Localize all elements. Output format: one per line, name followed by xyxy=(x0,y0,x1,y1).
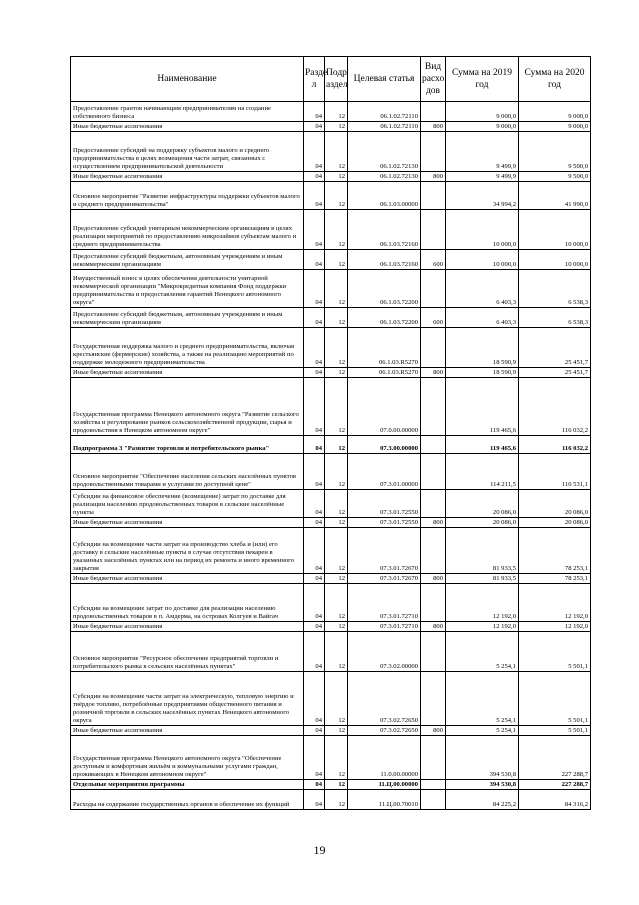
cell-s19: 119 465,6 xyxy=(446,378,519,436)
table-row xyxy=(71,182,591,210)
cell-name: Субсидии на возмещение затрат по доставке для реализации населению продовольственных товаров в п. Амдерма, на островах Колгуев и Вайгач xyxy=(71,584,304,622)
cell-s19: 20 086,0 xyxy=(446,490,519,518)
cell-s20: 84 316,2 xyxy=(519,790,591,810)
cell-sub: 12 xyxy=(325,780,348,790)
cell-art: 06.1.03.R5270 xyxy=(348,368,421,378)
cell-art: 07.3.02.72650 xyxy=(348,726,421,736)
cell-s19: 34 994,2 xyxy=(446,182,519,210)
cell-typ xyxy=(421,210,446,250)
cell-sec: 04 xyxy=(304,172,325,182)
cell-typ xyxy=(421,528,446,574)
cell-s20: 6 538,3 xyxy=(519,270,591,308)
cell-sec: 04 xyxy=(304,182,325,210)
cell-sub: 12 xyxy=(325,270,348,308)
cell-art: 11.Ц.00.00000 xyxy=(348,780,421,790)
cell-name: Предоставление субсидий бюджетным, автономным учреждениям и иным некоммерческим организациям xyxy=(71,308,304,328)
table-row xyxy=(71,454,591,490)
cell-art: 07.3.02.72650 xyxy=(348,672,421,726)
cell-s19: 5 254,1 xyxy=(446,672,519,726)
cell-sec: 04 xyxy=(304,790,325,810)
cell-sub: 12 xyxy=(325,378,348,436)
cell-sub: 12 xyxy=(325,454,348,490)
cell-sub: 12 xyxy=(325,632,348,672)
table-row xyxy=(71,518,591,528)
cell-name: Субсидии на финансовое обеспечение (возмещение) затрат по доставке для реализации населению продовольственных товаров в сельские населённые пункты xyxy=(71,490,304,518)
cell-art: 11.0.00.00000 xyxy=(348,736,421,780)
cell-sec: 04 xyxy=(304,454,325,490)
cell-sub: 12 xyxy=(325,622,348,632)
cell-s20: 110 531,1 xyxy=(519,454,591,490)
cell-s20: 41 990,0 xyxy=(519,182,591,210)
cell-typ xyxy=(421,378,446,436)
cell-name: Имущественный взнос в целях обеспечения деятельности унитарной некоммерческой организации "Микрокредитная компания Фонд поддержки предпринимательства и предоставления гарантий Ненецкого автономного округа" xyxy=(71,270,304,308)
cell-s19: 10 000,0 xyxy=(446,250,519,270)
cell-sub: 12 xyxy=(325,436,348,454)
cell-sub: 12 xyxy=(325,790,348,810)
cell-s20: 9 000,0 xyxy=(519,102,591,122)
cell-typ xyxy=(421,490,446,518)
cell-sub: 12 xyxy=(325,182,348,210)
cell-art: 06.1.03.00000 xyxy=(348,182,421,210)
cell-typ xyxy=(421,328,446,368)
cell-name: Расходы на содержание государственных органов и обеспечение их функций xyxy=(71,790,304,810)
cell-sec: 04 xyxy=(304,518,325,528)
cell-sec: 04 xyxy=(304,328,325,368)
cell-name: Субсидии на возмещение части затрат на электрическую, тепловую энергию и твёрдое топливо, потреблённые предприятиями общественного питания и розничной торговли в сельских населённых пунктах Ненецкого автономного округа xyxy=(71,672,304,726)
cell-sec: 04 xyxy=(304,132,325,172)
table-row xyxy=(71,632,591,672)
cell-name: Государственная программа Ненецкого автономного округа "Обеспечение доступным и комфортным жильём и коммунальными услугами граждан, проживающих в Ненецком автономном округе" xyxy=(71,736,304,780)
cell-s20: 116 032,2 xyxy=(519,378,591,436)
cell-s19: 12 192,0 xyxy=(446,584,519,622)
cell-art: 07.3.01.72550 xyxy=(348,490,421,518)
cell-sec: 04 xyxy=(304,672,325,726)
cell-sub: 12 xyxy=(325,490,348,518)
cell-sec: 04 xyxy=(304,584,325,622)
cell-sec: 04 xyxy=(304,726,325,736)
table-row xyxy=(71,490,591,518)
cell-name: Иные бюджетные ассигнования xyxy=(71,518,304,528)
table-row xyxy=(71,132,591,172)
cell-name: Государственная программа Ненецкого автономного округа "Развитие сельского хозяйства и регулирование рынков сельскохозяйственной продукции, сырья и продовольствия в Ненецком автономном округе" xyxy=(71,378,304,436)
cell-typ: 600 xyxy=(421,250,446,270)
table-row xyxy=(71,378,591,436)
cell-sub: 12 xyxy=(325,584,348,622)
table-row xyxy=(71,622,591,632)
cell-sec: 04 xyxy=(304,368,325,378)
cell-s20: 78 253,1 xyxy=(519,574,591,584)
table-row xyxy=(71,270,591,308)
table-header xyxy=(71,57,591,102)
header-name: Наименование xyxy=(71,57,304,102)
cell-s20: 20 086,0 xyxy=(519,490,591,518)
cell-name: Предоставление грантов начинающим предпринимателям на создание собственного бизнеса xyxy=(71,102,304,122)
cell-sub: 12 xyxy=(325,250,348,270)
cell-art: 06.1.03.72200 xyxy=(348,270,421,308)
cell-sub: 12 xyxy=(325,210,348,250)
header-type: Вид расхо дов xyxy=(421,57,446,102)
cell-sub: 12 xyxy=(325,574,348,584)
cell-s19: 18 590,9 xyxy=(446,368,519,378)
table-row xyxy=(71,368,591,378)
table-row xyxy=(71,574,591,584)
cell-s20: 9 000,0 xyxy=(519,122,591,132)
cell-art: 07.3.01.72550 xyxy=(348,518,421,528)
table-row xyxy=(71,736,591,780)
cell-sub: 12 xyxy=(325,308,348,328)
cell-sec: 04 xyxy=(304,632,325,672)
table-row xyxy=(71,780,591,790)
table-row xyxy=(71,672,591,726)
cell-sec: 04 xyxy=(304,574,325,584)
cell-s19: 9 000,0 xyxy=(446,122,519,132)
cell-name: Основное мероприятие "Обеспечение населения сельских населённых пунктов продовольственными товарами и услугами по доступной цене" xyxy=(71,454,304,490)
cell-art: 07.3.01.72710 xyxy=(348,584,421,622)
cell-s19: 119 465,6 xyxy=(446,436,519,454)
cell-typ: 800 xyxy=(421,622,446,632)
cell-art: 06.1.02.72130 xyxy=(348,132,421,172)
cell-typ: 800 xyxy=(421,368,446,378)
cell-s19: 10 000,0 xyxy=(446,210,519,250)
cell-name: Иные бюджетные ассигнования xyxy=(71,368,304,378)
cell-s20: 78 253,1 xyxy=(519,528,591,574)
table-row xyxy=(71,172,591,182)
cell-typ: 800 xyxy=(421,726,446,736)
cell-s19: 12 192,0 xyxy=(446,622,519,632)
cell-s19: 81 933,5 xyxy=(446,574,519,584)
cell-sub: 12 xyxy=(325,368,348,378)
cell-typ xyxy=(421,790,446,810)
table-row xyxy=(71,210,591,250)
cell-s19: 394 530,8 xyxy=(446,736,519,780)
cell-name: Иные бюджетные ассигнования xyxy=(71,122,304,132)
cell-typ xyxy=(421,436,446,454)
cell-art: 07.3.01.00000 xyxy=(348,454,421,490)
cell-name: Иные бюджетные ассигнования xyxy=(71,574,304,584)
cell-typ: 800 xyxy=(421,122,446,132)
cell-s20: 25 451,7 xyxy=(519,328,591,368)
cell-typ: 800 xyxy=(421,172,446,182)
cell-s20: 10 000,0 xyxy=(519,210,591,250)
cell-s20: 9 500,0 xyxy=(519,132,591,172)
cell-typ: 800 xyxy=(421,518,446,528)
cell-s20: 12 192,0 xyxy=(519,584,591,622)
cell-typ xyxy=(421,182,446,210)
table-row xyxy=(71,436,591,454)
cell-s19: 5 254,1 xyxy=(446,632,519,672)
cell-s19: 9 000,0 xyxy=(446,102,519,122)
cell-s20: 10 000,0 xyxy=(519,250,591,270)
cell-typ xyxy=(421,132,446,172)
cell-s19: 81 933,5 xyxy=(446,528,519,574)
cell-typ xyxy=(421,672,446,726)
cell-sec: 04 xyxy=(304,102,325,122)
cell-s19: 20 086,0 xyxy=(446,518,519,528)
cell-typ xyxy=(421,736,446,780)
cell-art: 11.Ц.00.70010 xyxy=(348,790,421,810)
table-row xyxy=(71,328,591,368)
header-section: Разде л xyxy=(304,57,325,102)
cell-name: Предоставление субсидий унитарным некоммерческим организациям в целях реализации мероприятий по предоставлению микрозаймов субъектам малого и среднего предпринимательства xyxy=(71,210,304,250)
cell-sub: 12 xyxy=(325,172,348,182)
cell-name: Основное мероприятие "Развитие инфраструктуры поддержки субъектов малого и среднего предпринимательства" xyxy=(71,182,304,210)
cell-sub: 12 xyxy=(325,102,348,122)
cell-art: 07.3.01.72710 xyxy=(348,622,421,632)
cell-art: 07.3.01.72670 xyxy=(348,574,421,584)
table-row xyxy=(71,102,591,122)
cell-typ: 800 xyxy=(421,574,446,584)
cell-sub: 12 xyxy=(325,122,348,132)
cell-sub: 12 xyxy=(325,528,348,574)
cell-s20: 6 538,3 xyxy=(519,308,591,328)
cell-s19: 114 211,5 xyxy=(446,454,519,490)
cell-s19: 6 403,3 xyxy=(446,308,519,328)
cell-sec: 04 xyxy=(304,308,325,328)
cell-art: 06.1.02.72110 xyxy=(348,122,421,132)
cell-s20: 116 032,2 xyxy=(519,436,591,454)
cell-sec: 04 xyxy=(304,210,325,250)
cell-s20: 227 288,7 xyxy=(519,780,591,790)
cell-s20: 5 501,1 xyxy=(519,632,591,672)
cell-name: Основное мероприятие "Ресурсное обеспечение предприятий торговли и потребительского рынка в сельских населённых пунктах" xyxy=(71,632,304,672)
cell-name: Предоставление субсидий на поддержку субъектов малого и среднего предпринимательства в целях возмещения части затрат, связанных с осуществлением предпринимательской деятельности xyxy=(71,132,304,172)
table-row xyxy=(71,790,591,810)
table-body xyxy=(71,102,591,810)
table-row xyxy=(71,122,591,132)
cell-name: Иные бюджетные ассигнования xyxy=(71,622,304,632)
cell-sec: 04 xyxy=(304,250,325,270)
cell-s19: 84 225,2 xyxy=(446,790,519,810)
cell-typ xyxy=(421,102,446,122)
table-row xyxy=(71,250,591,270)
cell-s20: 12 192,0 xyxy=(519,622,591,632)
cell-sub: 12 xyxy=(325,726,348,736)
cell-name: Иные бюджетные ассигнования xyxy=(71,726,304,736)
cell-s19: 9 499,9 xyxy=(446,172,519,182)
cell-name: Отдельные мероприятия программы xyxy=(71,780,304,790)
cell-sub: 12 xyxy=(325,132,348,172)
table-row xyxy=(71,308,591,328)
cell-typ xyxy=(421,454,446,490)
cell-s19: 5 254,1 xyxy=(446,726,519,736)
cell-s19: 9 499,9 xyxy=(446,132,519,172)
cell-typ: 600 xyxy=(421,308,446,328)
header-sum-2020: Сумма на 2020 год xyxy=(519,57,591,102)
cell-typ xyxy=(421,584,446,622)
cell-sub: 12 xyxy=(325,328,348,368)
cell-name: Субсидии на возмещение части затрат на производство хлеба и (или) его доставку в сельские населённые пункты в случае отсутствия пекарен в указанных населённых пунктах или на период их ремонта и иного временного закрытия xyxy=(71,528,304,574)
cell-s20: 20 086,0 xyxy=(519,518,591,528)
table-row xyxy=(71,584,591,622)
cell-art: 06.1.03.72160 xyxy=(348,250,421,270)
cell-art: 06.1.02.72130 xyxy=(348,172,421,182)
header-subsection: Подр аздел xyxy=(325,57,348,102)
cell-s19: 6 403,3 xyxy=(446,270,519,308)
header-article: Целевая статья xyxy=(348,57,421,102)
cell-name: Предоставление субсидий бюджетным, автономным учреждениям и иным некоммерческим организациям xyxy=(71,250,304,270)
cell-sec: 04 xyxy=(304,528,325,574)
header-sum-2019: Сумма на 2019 год xyxy=(446,57,519,102)
cell-sec: 04 xyxy=(304,736,325,780)
cell-typ xyxy=(421,632,446,672)
budget-table xyxy=(70,56,591,810)
cell-name: Подпрограмма 3 "Развитие торговли и потребительского рынка" xyxy=(71,436,304,454)
cell-s20: 5 501,1 xyxy=(519,672,591,726)
cell-s20: 25 451,7 xyxy=(519,368,591,378)
cell-art: 07.3.02.00000 xyxy=(348,632,421,672)
cell-sub: 12 xyxy=(325,672,348,726)
table-row xyxy=(71,726,591,736)
cell-sec: 04 xyxy=(304,622,325,632)
cell-typ xyxy=(421,780,446,790)
cell-name: Иные бюджетные ассигнования xyxy=(71,172,304,182)
cell-s19: 18 590,9 xyxy=(446,328,519,368)
cell-art: 06.1.03.72160 xyxy=(348,210,421,250)
cell-s20: 5 501,1 xyxy=(519,726,591,736)
cell-sec: 04 xyxy=(304,436,325,454)
cell-art: 06.1.03.72200 xyxy=(348,308,421,328)
cell-sec: 04 xyxy=(304,780,325,790)
cell-sec: 04 xyxy=(304,490,325,518)
cell-sec: 04 xyxy=(304,378,325,436)
cell-art: 07.0.00.00000 xyxy=(348,378,421,436)
cell-name: Государственная поддержка малого и среднего предпринимательства, включая крестьянские (фермерские) хозяйства, а также на реализацию мероприятий по поддержке молодежного предпринимательства xyxy=(71,328,304,368)
cell-s19: 394 530,8 xyxy=(446,780,519,790)
page-number: 19 xyxy=(313,843,326,857)
cell-typ xyxy=(421,270,446,308)
table-row xyxy=(71,528,591,574)
cell-art: 07.3.00.00000 xyxy=(348,436,421,454)
cell-art: 07.3.01.72670 xyxy=(348,528,421,574)
cell-s20: 227 288,7 xyxy=(519,736,591,780)
cell-sec: 04 xyxy=(304,270,325,308)
cell-sec: 04 xyxy=(304,122,325,132)
cell-art: 06.1.03.R5270 xyxy=(348,328,421,368)
cell-sub: 12 xyxy=(325,736,348,780)
cell-s20: 9 500,0 xyxy=(519,172,591,182)
cell-sub: 12 xyxy=(325,518,348,528)
cell-art: 06.1.02.72110 xyxy=(348,102,421,122)
